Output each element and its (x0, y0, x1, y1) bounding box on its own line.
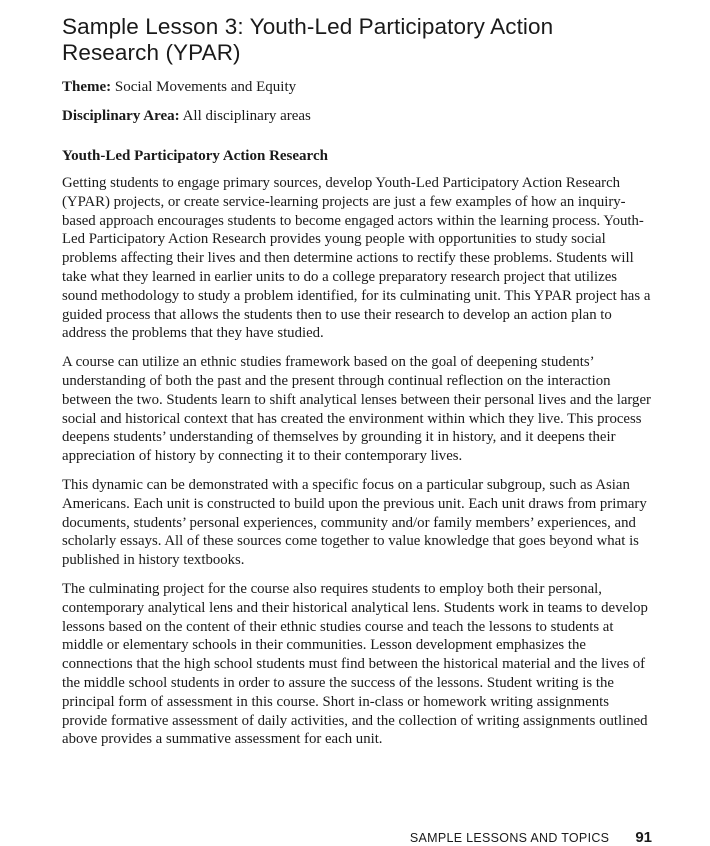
paragraph-1: Getting students to engage primary sources, develop Youth-Led Participatory Action Research (YPAR) projects, or create service-learning projects are just a few examples of how an inquiry-based approach encourages students to become engaged actors within the learning process. Youth-Led Participatory Action Research provides young people with opportunities to study social problems affecting their lives and then determine actions to rectify these problems. Students will take what they learned in earlier units to do a college preparatory research project that utilizes sound methodology to study a problem identified, for its culminating unit. This YPAR project has a guided process that allows the students then to use their research to develop an action plan to address the problems that they have studied. (62, 175, 651, 342)
theme-value: Social Movements and Equity (114, 79, 297, 95)
disciplinary-area-line (62, 106, 652, 126)
disciplinary-area-value: All disciplinary areas (182, 108, 311, 124)
paragraph-2: A course can utilize an ethnic studies framework based on the goal of deepening students’ understanding of both the past and the present through continual reflection on the interaction between the two. Students learn to shift analytical lenses between their personal lives and the larger social and historical context that has created the environment within which they live. This process deepens students’ understanding of themselves by grounding it in history, and it deepens their appreciation of history by connecting it to their contemporary lives. (62, 354, 651, 465)
disciplinary-area-label: Disciplinary Area: (62, 108, 180, 124)
lesson-title: Sample Lesson 3: Youth-Led Participatory Action Research (YPAR) (62, 14, 554, 65)
theme-label: Theme: (62, 79, 112, 95)
paragraph-3: This dynamic can be demonstrated with a specific focus on a particular subgroup, such as Asian Americans. Each unit is constructed to build upon the previous unit. Each unit draws from primary documents, students’ personal experiences, community and/or family members’ experiences, and scholarly essays. All of these sources come together to value knowledge that goes beyond what is published in history textbooks. (62, 476, 647, 569)
section-heading: Youth-Led Participatory Action Research (62, 148, 328, 164)
page-footer (410, 829, 652, 846)
paragraph-4: The culminating project for the course also requires students to employ both their personal, contemporary analytical lens and their historical analytical lens. Students work in teams to develop lessons based on the content of their ethnic studies course and teach the lessons to students at middle or elementary schools in their communities. Lesson development emphasizes the connections that the high school students must find between the historical material and the lives of the middle school students in order to assure the success of the lessons. Student writing is the principal form of assessment in this course. Short in-class or homework writing assignments provide formative assessment of daily activities, and the collection of writing assignments outlined above provides a summative assessment for each unit. (62, 580, 648, 748)
page-number: 91 (635, 829, 652, 846)
page-content (62, 14, 652, 749)
footer-section-label: SAMPLE LESSONS AND TOPICS (409, 831, 610, 845)
theme-line (62, 77, 652, 97)
